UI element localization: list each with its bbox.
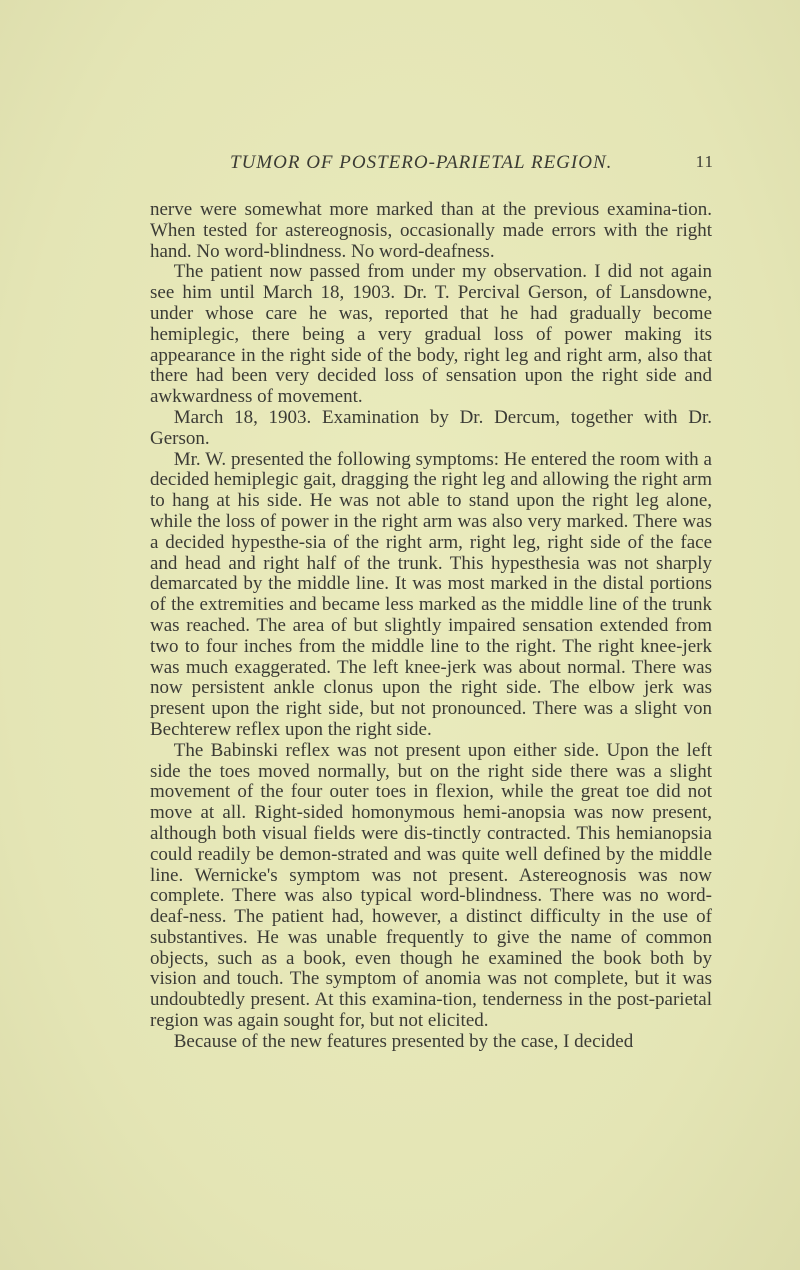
paragraph-symptoms: Mr. W. presented the following symptoms: He entered the room with a decided hemiplegic gait, dragging the right leg and allowing the right arm to hang at his side. He was not able to stand upon the right leg alone, while the loss of power in the right arm was also very marked. There was a decided hypesthe-sia of the right arm, right leg, right side of the face and head and right half of the trunk. This hypesthesia was not sharply demarcated by the middle line. It was most marked in the distal portions of the extremities and became less marked as the middle line of the trunk was reached. The area of but slightly impaired sensation extended from two to four inches from the middle line to the right. The right knee-jerk was much exaggerated. The left knee-jerk was about normal. There was now persistent ankle clonus upon the right side. The elbow jerk was present upon the right side, but not pronounced. There was a slight von Bechterew reflex upon the right side. xyxy=(150,448,712,740)
paragraph-babinski: The Babinski reflex was not present upon either side. Upon the left side the toes moved normally, but on the right side there was a slight movement of the four outer toes in flexion, while the great toe did not move at all. Right-sided homonymous hemi-anopsia was now present, although both visual fields were dis-tinctly contracted. This hemianopsia could readily be demon-strated and was quite well defined by the middle line. Wernicke's symptom was not present. Astereognosis was now complete. There was also typical word-blindness. There was no word-deaf-ness. The patient had, however, a distinct difficulty in the use of substantives. He was unable frequently to give the name of common objects, such as a book, even though he examined the book both by vision and touch. The symptom of anomia was not complete, but it was undoubtedly present. At this examina-tion, tenderness in the post-parietal region was again sought for, but not elicited. xyxy=(150,739,712,1032)
paragraph-observation-end: The patient now passed from under my observation. I did not again see him until March 18, 1903. Dr. T. Percival Gerson, of Lansdowne, under whose care he was, reported that he had gradually become hemiplegic, there being a very gradual loss of power making its appearance in the right side of the body, right leg and right arm, also that there had been very decided loss of sensation upon the right side and awkwardness of movement. xyxy=(150,261,712,408)
running-head xyxy=(150,152,714,180)
paragraph-decision: Because of the new features presented by the case, I decided xyxy=(173,1030,634,1052)
paragraph-examination-date: March 18, 1903. Examination by Dr. Dercum, together with Dr. Gerson. xyxy=(150,406,712,449)
page-number: 11 xyxy=(695,152,714,171)
running-title: TUMOR OF POSTERO-PARIETAL REGION. xyxy=(230,152,613,173)
body-text xyxy=(150,200,712,1053)
paragraph-continuation: nerve were somewhat more marked than at the previous examina-tion. When tested for astereognosis, occasionally made errors with the right hand. No word-blindness. No word-deafness. xyxy=(150,199,712,262)
